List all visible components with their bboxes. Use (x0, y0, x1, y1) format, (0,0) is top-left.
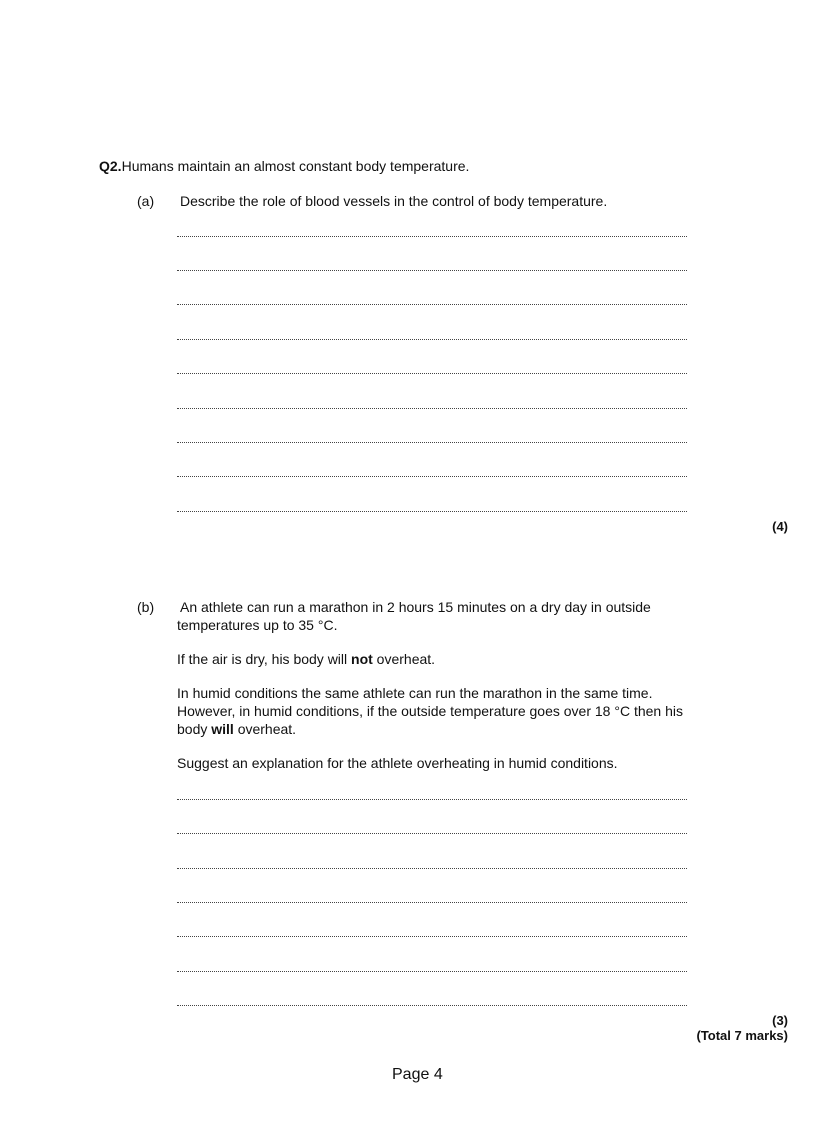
para3-text-after: overheat. (233, 721, 297, 737)
answer-line-a-2[interactable] (177, 270, 687, 271)
answer-line-b-7[interactable] (177, 1005, 687, 1006)
answer-line-a-3[interactable] (177, 304, 687, 305)
answer-line-b-2[interactable] (177, 833, 687, 834)
answer-line-b-4[interactable] (177, 902, 687, 903)
answer-line-a-1[interactable] (177, 236, 687, 237)
part-b-para3-line2: However, in humid conditions, if the outside temperature goes over 18 °C then his (177, 703, 683, 719)
answer-line-a-7[interactable] (177, 442, 687, 443)
page-number: Page 4 (392, 1066, 443, 1083)
answer-line-a-9[interactable] (177, 511, 687, 512)
para3-emphasis-will: will (211, 721, 234, 737)
part-b-para3-line1: In humid conditions the same athlete can run the marathon in the same time. (177, 685, 653, 701)
question-stem-text: Humans maintain an almost constant body temperature. (121, 158, 470, 174)
answer-line-a-6[interactable] (177, 408, 687, 409)
part-b-para3-line3 (177, 721, 296, 737)
answer-line-b-5[interactable] (177, 936, 687, 937)
answer-line-b-6[interactable] (177, 971, 687, 972)
part-a-label: (a) (137, 193, 155, 209)
total-marks: (Total 7 marks) (696, 1028, 788, 1043)
answer-line-b-1[interactable] (177, 799, 687, 800)
answer-line-b-3[interactable] (177, 868, 687, 869)
part-b-marks: (3) (772, 1013, 788, 1028)
answer-line-a-8[interactable] (177, 476, 687, 477)
answer-line-a-5[interactable] (177, 373, 687, 374)
question-number: Q2. (99, 158, 122, 174)
part-b-para1-line2: temperatures up to 35 °C. (177, 617, 338, 633)
para2-emphasis-not: not (351, 651, 373, 667)
part-b-para2 (177, 651, 435, 667)
para2-text-before: If the air is dry, his body will (177, 651, 352, 667)
part-b-para1-line1: An athlete can run a marathon in 2 hours 15 minutes on a dry day in outside (180, 599, 651, 615)
question-stem (99, 158, 469, 174)
para2-text-after: overheat. (372, 651, 436, 667)
part-a-marks: (4) (772, 519, 788, 534)
part-b-prompt: Suggest an explanation for the athlete overheating in humid conditions. (177, 755, 618, 771)
para3-text-before: body (177, 721, 212, 737)
part-b-label: (b) (137, 599, 155, 615)
answer-line-a-4[interactable] (177, 339, 687, 340)
part-a-prompt: Describe the role of blood vessels in the control of body temperature. (180, 193, 608, 209)
